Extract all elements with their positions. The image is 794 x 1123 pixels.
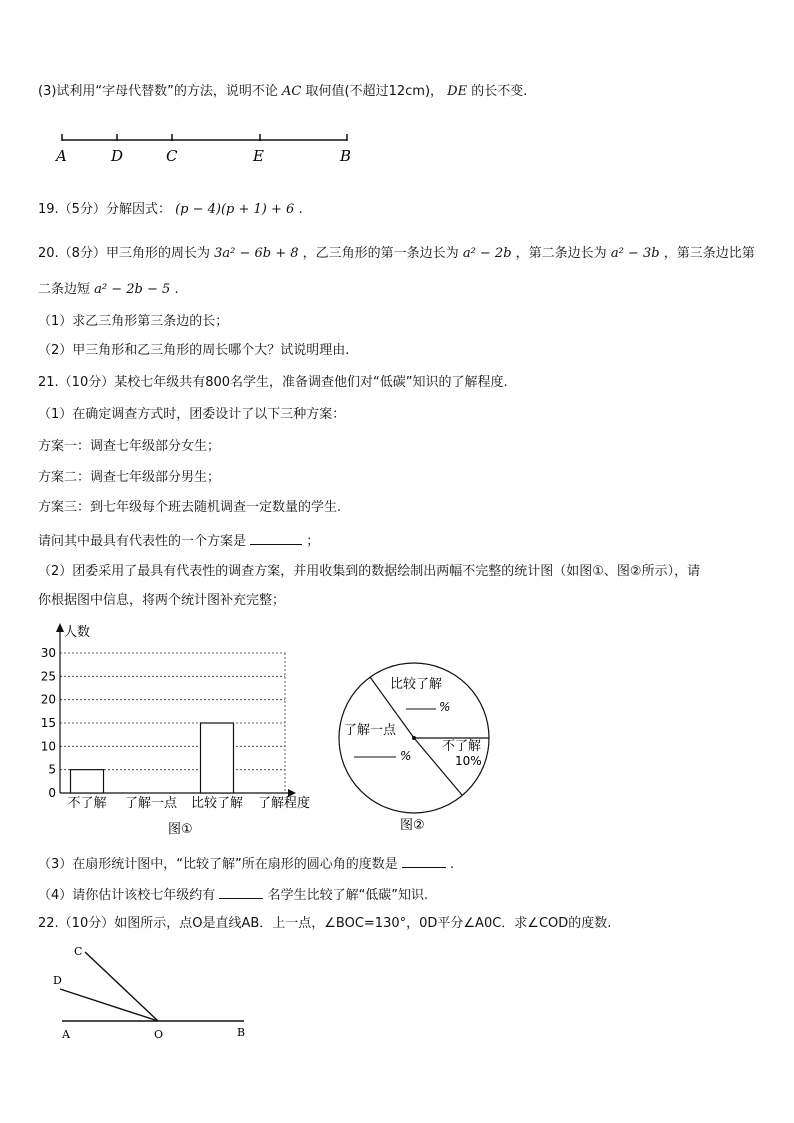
q21-sub3-text: （3）在扇形统计图中，“比较了解”所在扇形的圆心角的度数是	[38, 857, 398, 872]
label-o: O	[154, 1028, 164, 1041]
answer-blank-plan[interactable]	[250, 530, 302, 545]
ray-oc	[85, 952, 158, 1021]
q20-line2	[38, 281, 179, 299]
q21-ask	[38, 530, 319, 551]
q18-de: DE	[447, 84, 468, 99]
y-tick-label: 15	[40, 716, 56, 730]
q21-plan1: 方案一：调查七年级部分女生；	[38, 439, 221, 454]
x-axis-label: 了解程度	[258, 796, 311, 811]
bar-y-ticks	[41, 646, 56, 800]
q19-end: .	[298, 202, 303, 217]
q21-sub4	[38, 884, 428, 905]
y-tick-label: 25	[40, 669, 56, 684]
segment-diagram	[50, 128, 370, 168]
label-c: C	[74, 945, 83, 958]
q20-line1	[38, 245, 755, 263]
bar-marks	[71, 723, 234, 793]
q20-text-a: 20.（8分）甲三角形的周长为	[38, 246, 210, 261]
q20-sub1: （1）求乙三角形第三条边的长；	[38, 314, 229, 329]
label-a: A	[62, 1028, 70, 1041]
point-e-label: E	[253, 147, 264, 165]
q21-title: 21.（10分）某校七年级共有800名学生，准备调查他们对“低碳”知识的了解程度.	[38, 375, 508, 390]
bar-x-labels	[67, 795, 243, 811]
point-c-label: C	[166, 147, 178, 165]
q20-expr4: a² − 2b − 5	[94, 282, 171, 297]
q21-plan2: 方案二：调查七年级部分男生；	[38, 470, 221, 485]
slice-label-buliaojie: 不了解	[442, 739, 482, 754]
q21-sub3-end: .	[450, 857, 455, 872]
pie-center	[412, 736, 416, 740]
y-tick-label: 5	[48, 762, 56, 777]
ray-od	[60, 989, 158, 1021]
pct-bijiao: %	[439, 700, 451, 714]
q20-expr3: a² − 3b	[610, 246, 660, 261]
label-d: D	[53, 974, 62, 987]
bar	[71, 770, 104, 793]
q21-sub4-a: （4）请你估计该校七年级约有	[38, 888, 216, 903]
q21-plan3: 方案三：到七年级每个班去随机调查一定数量的学生.	[38, 500, 342, 515]
q18-text-b: 取何值(不超过12cm)，	[305, 84, 444, 99]
point-d-label: D	[111, 147, 124, 165]
answer-blank-angle[interactable]	[402, 853, 446, 868]
y-axis-label: 人数	[64, 625, 91, 640]
y-tick-label: 10	[40, 739, 56, 754]
q21-sub2-line1: （2）团委采用了最具有代表性的调查方案，并用收集到的数据绘制出两幅不完整的统计图（如图①、图②所示），请	[38, 564, 701, 579]
q18-text-c: 的长不变.	[471, 84, 528, 99]
x-category-label: 不了解	[67, 796, 107, 811]
q21-sub2-line2: 你根据图中信息，将两个统计图补充完整；	[38, 593, 286, 608]
q18-ac: AC	[282, 84, 302, 99]
slice-label-yidian: 了解一点	[344, 723, 397, 738]
point-a-label: A	[56, 147, 67, 165]
slice-value-buliaojie: 10%	[455, 754, 482, 768]
pie-chart	[336, 628, 496, 838]
y-tick-label: 30	[40, 646, 56, 660]
q20-line2-a: 二条边短	[38, 282, 91, 297]
q20-text-b: ，乙三角形的第一条边长为	[302, 246, 459, 261]
q21-ask-end: ；	[306, 534, 320, 549]
answer-blank-count[interactable]	[219, 884, 263, 899]
bar-chart-title: 图①	[168, 822, 193, 837]
q20-expr2: a² − 2b	[462, 246, 512, 261]
y-tick-label: 0	[48, 786, 56, 800]
q21-sub1: （1）在确定调查方式时，团委设计了以下三种方案：	[38, 407, 346, 422]
x-category-label: 了解一点	[124, 796, 178, 811]
angle-diagram	[48, 942, 268, 1042]
slice-label-bijiao: 比较了解	[390, 677, 443, 692]
q18-text-a: (3)试利用“字母代替数”的方法，说明不论	[38, 84, 278, 99]
q22-text: 22.（10分）如图所示，点O是直线AB．上一点，∠BOC=130°，0D平分∠A0C．求∠COD的度数.	[38, 916, 612, 931]
q19-text: 19.（5分）分解因式：	[38, 202, 171, 217]
q18-part3	[38, 83, 527, 101]
pie-chart-title: 图②	[400, 818, 425, 833]
x-category-label: 比较了解	[190, 796, 244, 811]
point-b-label: B	[340, 147, 352, 165]
q19	[38, 201, 303, 219]
q21-sub3	[38, 853, 454, 874]
q20-text-d: ，第三条边比第	[663, 246, 755, 261]
label-b: B	[237, 1026, 246, 1039]
q20-line2-b: .	[174, 282, 179, 297]
y-axis-arrow	[56, 623, 64, 632]
pct-yidian: %	[400, 749, 412, 763]
bar-chart	[30, 618, 340, 838]
q20-expr1: 3a² − 6b + 8	[214, 246, 299, 261]
q20-sub2: （2）甲三角形和乙三角形的周长哪个大？试说明理由.	[38, 343, 350, 358]
bar	[201, 723, 234, 793]
q21-sub4-b: 名学生比较了解“低碳”知识.	[267, 888, 429, 903]
q19-expr: (p − 4)(p + 1) + 6	[175, 202, 295, 217]
q21-ask-text: 请问其中最具有代表性的一个方案是	[38, 534, 247, 549]
y-tick-label: 20	[40, 692, 56, 707]
q20-text-c: ，第二条边长为	[515, 246, 607, 261]
